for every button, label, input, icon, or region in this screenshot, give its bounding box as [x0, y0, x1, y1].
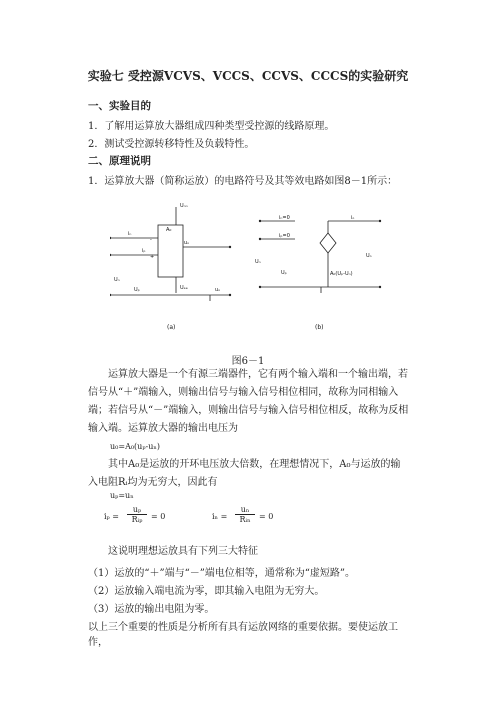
feature-item-2: （2）运放输入端电流为零，即其输入电阻为无穷大。: [88, 586, 325, 597]
label-uee: Uₑₑ: [180, 285, 188, 291]
label-ip: iₚ: [142, 248, 146, 254]
label-ao: A₀: [166, 227, 172, 233]
label-in: iₙ: [128, 231, 132, 237]
label-source: A₀(Uₚ-Uₙ): [330, 271, 353, 277]
label-uo-top: uₒ: [184, 240, 190, 246]
label-minus-input: -: [150, 237, 152, 243]
label-ip0: iₚ=0: [279, 233, 290, 239]
label-up-b: Uₚ: [281, 270, 287, 276]
section-heading-objectives: 一、实验目的: [88, 100, 151, 112]
label-in0: iₙ=0: [279, 215, 290, 221]
label-ucc: Uₙₙ: [180, 203, 188, 209]
label-un: Uₙ: [114, 277, 120, 283]
formula-equal-potential: uₚ=uₙ: [110, 491, 134, 500]
figure-label-a: (a): [167, 324, 176, 331]
formula-output-voltage: u₀=A₀(uₚ-uₙ): [110, 442, 160, 451]
figure-caption: 图6－1: [231, 356, 265, 367]
paragraph-three-features: 这说明理想运放具有下列三大特征: [108, 546, 258, 557]
dependent-source: [320, 233, 336, 253]
section-heading-principle: 二、原理说明: [88, 155, 151, 167]
page-title: 实验七 受控源VCVS、VCCS、CCVS、CCCS的实验研究: [87, 69, 409, 83]
figure-label-b: (b): [315, 324, 324, 331]
paragraph-opamp-description: 运算放大器是一个有源三端器件，它有两个输入端和一个输出端，若信号从“＋”端输入，则输出信号与输入信号相位相同，故称为同相输入端；若信号从“－”端输入，则输出信号与输入信号相位相反，故称为反相输入端。运算放大器的输出电压为: [88, 369, 409, 434]
label-un-b: Uₙ: [255, 259, 261, 265]
opamp-equivalent-circuit: [255, 195, 390, 335]
label-uo: uₒ: [215, 287, 221, 293]
document-page: 实验七 受控源VCVS、VCCS、CCVS、CCCS的实验研究 一、实验目的 1．了解用运算放大器组成四种类型受控源的线路原理。 2．测试受控源转移特性及负载特性。 二、原理说明 1．运算放大器（简称运放）的电路符号及其等效电路如图8－1所示： Uₙₙ iₙ iₚ A₀ uₒ Uₙ Uₚ Uₑₑ uₒ - + (a) iₙ=0 iₚ=0 Uₙ Uₚ A₀(Uₚ-Uₙ) Uₒ iₒ (b) 图6－1 运算放大器是一个有源三端器件，它有两个输入端和一个输出端，若信号从“＋”端输入，则输出信号与输入信号相位相同，故称为同相输入端；若信号从“－”端输入，则输出信号与输入信号相位相反，故称为反相输入端。运算放大器的输出电压为 u₀=A₀(uₚ-uₙ) 其中A₀是运放的开环电压放大倍数，在理想情况下，A₀与运放的输入电阻Rᵢ均为无穷大，因此有 uₚ=uₙ iₚ = uₚ Rᵢₚ = 0 iₙ = uₙ Rᵢₙ = 0 这说明理想运放具有下列三大特征 （1）运放的“＋”端与“－”端电位相等，通常称为“虚短路”。 （2）运放输入端电流为零，即其输入电阻为无穷大。 （3）运放的输出电阻为零。 以上三个重要的性质是分析所有具有运放网络的重要依据。要使运放工作，: [0, 0, 496, 702]
label-io: iₒ: [351, 215, 355, 221]
feature-item-3: （3）运放的输出电阻为零。: [88, 604, 215, 615]
paragraph-closing: 以上三个重要的性质是分析所有具有运放网络的重要依据。要使运放工作，: [88, 622, 398, 648]
feature-item-1: （1）运放的“＋”端与“－”端电位相等，通常称为“虚短路”。: [88, 568, 356, 579]
label-plus-input: +: [150, 254, 155, 260]
paragraph-ideal-condition: 其中A₀是运放的开环电压放大倍数，在理想情况下，A₀与运放的输入电阻Rᵢ均为无穷大，因此有: [88, 459, 401, 488]
principle-item-1: 1．运算放大器（简称运放）的电路符号及其等效电路如图8－1所示：: [88, 176, 398, 187]
label-uo-b: Uₒ: [366, 253, 372, 259]
objective-item-1: 1．了解用运算放大器组成四种类型受控源的线路原理。: [88, 121, 335, 132]
label-up: Uₚ: [134, 287, 140, 293]
opamp-symbol-diagram: [110, 195, 240, 335]
objective-item-2: 2．测试受控源转移特性及负载特性。: [88, 139, 255, 150]
